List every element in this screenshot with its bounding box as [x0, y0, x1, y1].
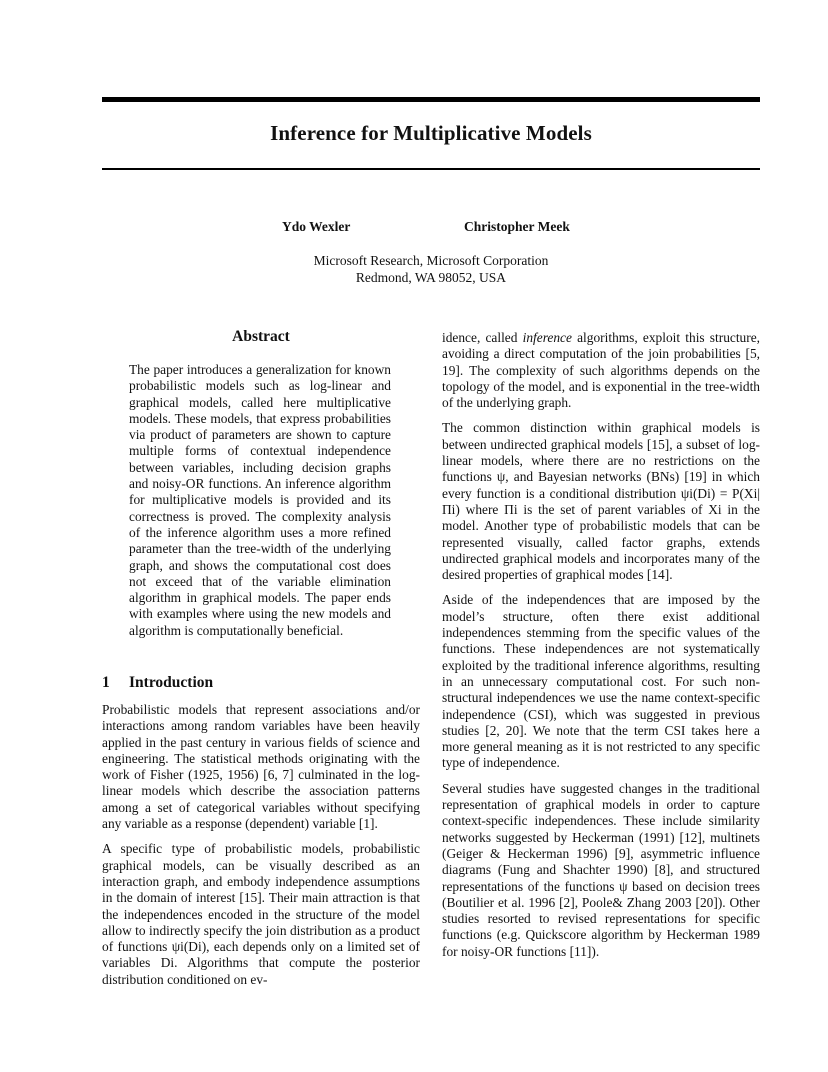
affiliation-line-1: Microsoft Research, Microsoft Corporation	[313, 253, 549, 268]
intro-paragraph-3	[442, 330, 760, 411]
paper-title: Inference for Multiplicative Models	[270, 121, 592, 145]
title-top-rule	[102, 97, 760, 102]
intro-paragraph-2: A specific type of probabilistic models, probabilistic graphical models, can be visually described as an interaction graph, and embody independence assumptions in the domain of interest [15]. Their main attraction is that the independences encoded in the structure of the model allow to indirectly specify the join distribution as a product of functions ψi(Di), each depends only on a limited set of variables Di. Algorithms that compute the posterior distribution conditioned on ev-	[102, 841, 420, 987]
left-column	[102, 702, 420, 997]
author-1: Ydo Wexler	[282, 219, 351, 234]
affiliation	[102, 252, 760, 286]
right-column	[442, 330, 760, 969]
paragraph-text: algorithms, exploit this structure, avoiding a direct computation of the join probabilities [5, 19]. The complexity of such algorithms depends on the topology of the model, and is exponential in the tree-width of the underlying graph.	[442, 330, 760, 411]
paragraph-text: idence, called	[442, 330, 523, 345]
intro-paragraph-1: Probabilistic models that represent associations and/or interactions among random variables have been heavily applied in the past century in various fields of science and engineering. The statistical methods originating with the work of Fisher (1925, 1956) [6, 7] culminated in the log-linear models which describe the association patterns among a set of categorical variables without specifying any variable as a response (dependent) variable [1].	[102, 702, 420, 832]
abstract-heading: Abstract	[232, 328, 290, 345]
section-number: 1	[102, 674, 110, 691]
intro-paragraph-5: Aside of the independences that are imposed by the model’s structure, often there exist additional independences stemming from the specific values of the functions. These independences are not systematically exploited by the traditional inference algorithms, resulting in an unnecessary computational cost. For such non-structural independences we use the name context-specific independence (CSI), which was suggested in previous studies [2, 20]. We note that the term CSI takes here a more general meaning as it is not restricted to any specific type of independence.	[442, 592, 760, 771]
intro-paragraph-6: Several studies have suggested changes in the traditional representation of graphical models in order to capture context-specific independences. These include similarity networks suggested by Heckerman (1991) [12], multinets (Geiger & Heckerman 1996) [9], asymmetric influence diagrams (Fung and Shachter 1990) [8], and structured representations of the functions ψ based on decision trees (Boutilier et al. 1996 [2], Poole& Zhang 2003 [20]). Other studies resorted to revised representations for specific functions (e.g. Quickscore algorithm by Heckerman 1989 for noisy-OR functions [11]).	[442, 780, 760, 959]
section-title: Introduction	[129, 674, 214, 691]
author-2: Christopher Meek	[464, 219, 570, 234]
emphasis-inference: inference	[522, 330, 572, 345]
intro-paragraph-4: The common distinction within graphical models is between undirected graphical models [15], a subset of log-linear models, where there are no restrictions on the functions ψ, and Bayesian networks (BNs) [19] in which every function is a conditional distribution ψi(Di) = P(Xi|Πi) where Πi is the set of parent variables of Xi in the model. Another type of probabilistic models that can be represented visually, called factor graphs, extends undirected graphical models and incorporates many of the desired properties of graphical modes [14].	[442, 420, 760, 583]
affiliation-line-2: Redmond, WA 98052, USA	[355, 270, 507, 285]
section-heading	[102, 674, 213, 692]
abstract-text: The paper introduces a generalization for known probabilistic models such as log-linear and graphical models, called here multiplicative models. These models, that express probabilities via product of parameters are shown to capture multiple forms of contextual independence between variables, including decision graphs and noisy-OR functions. An inference algorithm for multiplicative models is provided and its correctness is proved. The complexity analysis of the inference algorithm uses a more refined parameter than the tree-width of the underlying graph, and shows the computational cost does not exceed that of the variable elimination algorithm in graphical models. The paper ends with examples where using the new models and algorithm is computationally beneficial.	[129, 362, 391, 638]
title-bottom-rule	[102, 168, 760, 170]
